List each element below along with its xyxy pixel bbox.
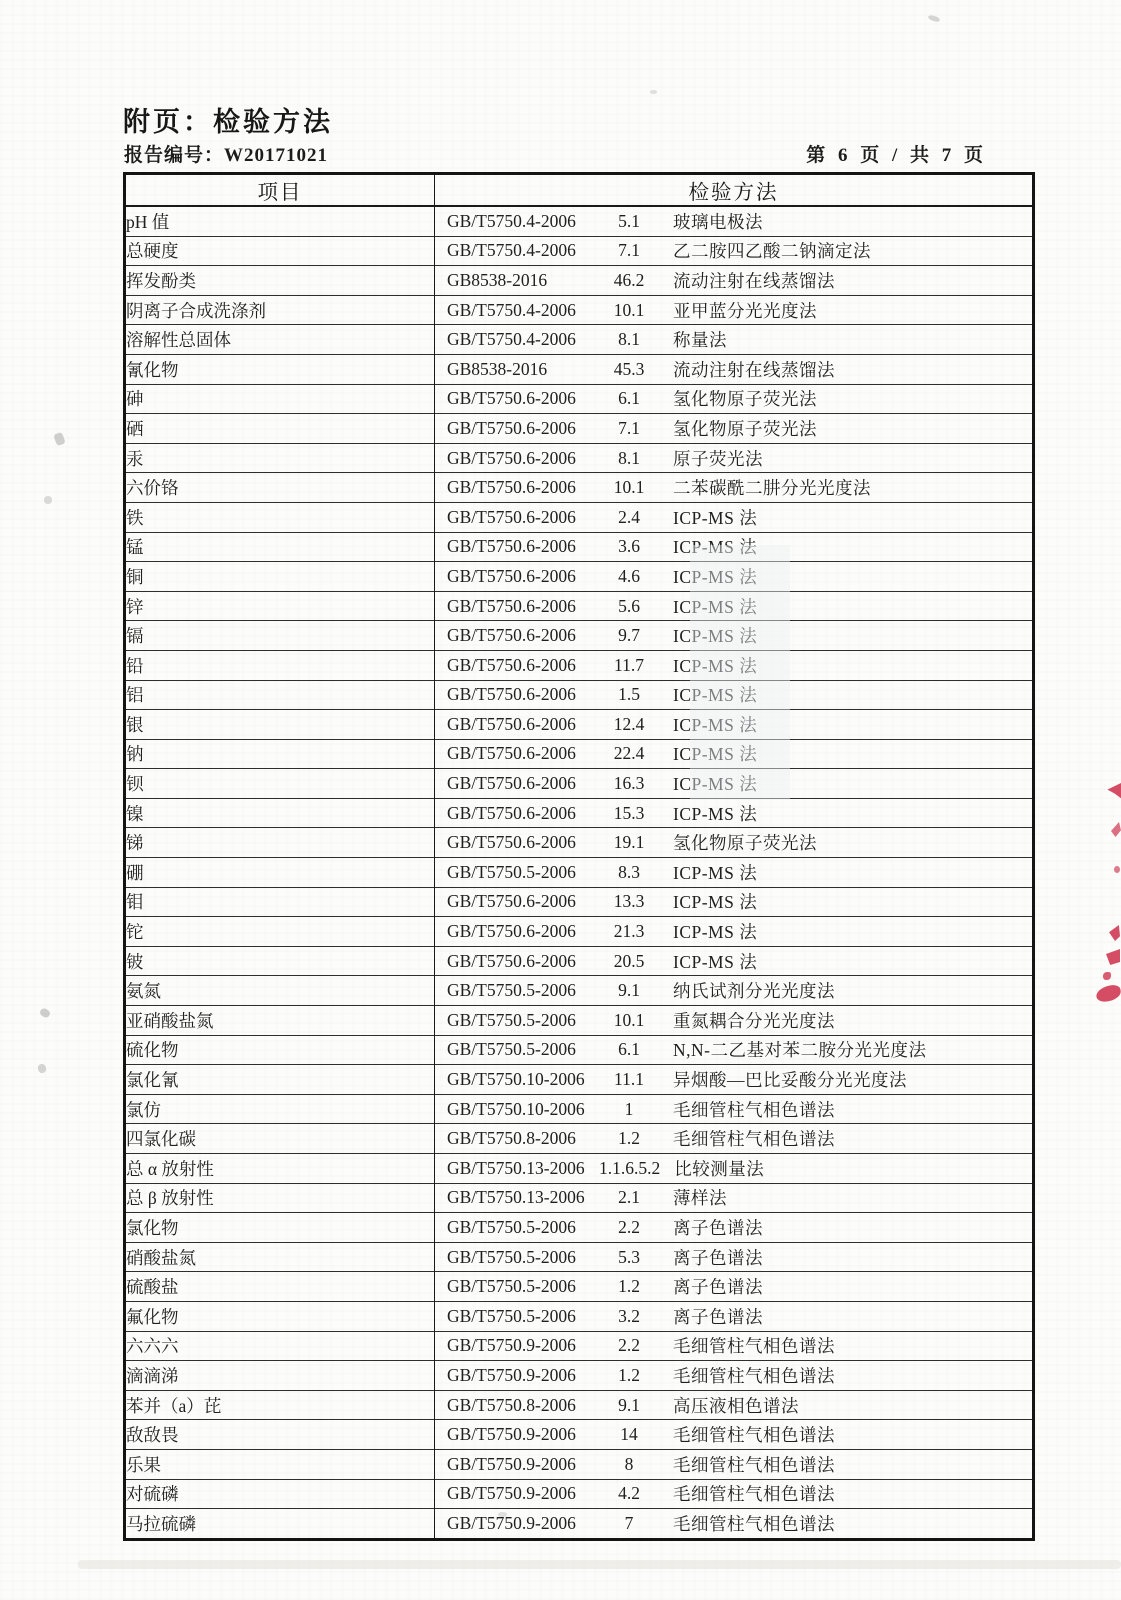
method-clause: 4.2 — [618, 1483, 640, 1504]
method-clause: 10.1 — [613, 477, 645, 498]
method-cell — [435, 236, 1034, 266]
method-clause: 21.3 — [613, 921, 645, 942]
method-clause: 15.3 — [613, 802, 645, 823]
item-cell: 苯并（a）芘 — [125, 1390, 435, 1420]
method-name: 毛细管柱气相色谱法 — [673, 1425, 835, 1446]
method-standard: GB/T5750.4-2006 — [447, 329, 576, 350]
method-cell — [435, 325, 1034, 355]
method-standard: GB/T5750.6-2006 — [447, 832, 576, 853]
item-cell: 总 α 放射性 — [125, 1154, 435, 1184]
method-clause: 1.2 — [618, 1364, 640, 1385]
method-name: 乙二胺四乙酸二钠滴定法 — [673, 241, 871, 262]
method-name: ICP-MS 法 — [673, 862, 758, 883]
item-cell: 硫酸盐 — [125, 1272, 435, 1302]
method-cell — [435, 354, 1034, 384]
method-standard: GB/T5750.5-2006 — [447, 861, 576, 882]
method-standard: GB/T5750.5-2006 — [447, 1039, 576, 1060]
item-cell: 钠 — [125, 739, 435, 769]
table-row — [125, 1213, 1034, 1243]
method-cell — [435, 266, 1034, 296]
method-name: ICP-MS 法 — [673, 803, 758, 824]
method-standard: GB/T5750.10-2006 — [447, 1098, 585, 1119]
method-cell — [435, 206, 1034, 236]
table-row — [125, 325, 1034, 355]
item-cell: 锰 — [125, 532, 435, 562]
report-number — [124, 140, 328, 167]
item-cell: 溶解性总固体 — [125, 325, 435, 355]
method-clause: 1.5 — [618, 684, 640, 705]
method-cell — [435, 1361, 1034, 1391]
method-clause: 19.1 — [613, 832, 645, 853]
report-number-value: W20171021 — [224, 145, 329, 166]
method-name: ICP-MS 法 — [673, 566, 758, 587]
method-standard: GB/T5750.9-2006 — [447, 1335, 576, 1356]
table-row — [125, 414, 1034, 444]
method-clause: 14 — [620, 1424, 638, 1445]
scan-speck — [37, 1063, 47, 1074]
method-cell — [435, 1301, 1034, 1331]
item-cell: 钼 — [125, 887, 435, 917]
item-cell: 铁 — [125, 502, 435, 532]
method-clause: 7 — [624, 1512, 634, 1533]
table-row — [125, 206, 1034, 236]
method-standard: GB/T5750.6-2006 — [447, 477, 576, 498]
method-cell — [435, 946, 1034, 976]
method-cell — [435, 414, 1034, 444]
method-clause: 2.2 — [618, 1335, 640, 1356]
item-cell: 对硫磷 — [125, 1479, 435, 1509]
item-cell: 铊 — [125, 917, 435, 947]
method-clause: 13.3 — [613, 891, 645, 912]
table-row — [125, 828, 1034, 858]
table-row — [125, 739, 1034, 769]
table-row — [125, 502, 1034, 532]
method-clause: 6.1 — [618, 388, 640, 409]
method-clause: 16.3 — [613, 773, 645, 794]
method-name: ICP-MS 法 — [673, 744, 758, 765]
item-cell: 总 β 放射性 — [125, 1183, 435, 1213]
method-cell — [435, 1124, 1034, 1154]
item-cell: 铍 — [125, 946, 435, 976]
method-name: 毛细管柱气相色谱法 — [673, 1513, 835, 1534]
item-cell: 氯化氰 — [125, 1065, 435, 1095]
method-standard: GB/T5750.5-2006 — [447, 1276, 576, 1297]
item-cell: 氯仿 — [125, 1094, 435, 1124]
table-row — [125, 1272, 1034, 1302]
method-name: ICP-MS 法 — [673, 655, 758, 676]
item-cell: 硝酸盐氮 — [125, 1242, 435, 1272]
method-standard: GB/T5750.6-2006 — [447, 447, 576, 468]
method-standard: GB/T5750.6-2006 — [447, 625, 576, 646]
table-row — [125, 1006, 1034, 1036]
method-cell — [435, 1242, 1034, 1272]
item-cell: 氰化物 — [125, 354, 435, 384]
method-clause: 10.1 — [613, 1009, 645, 1030]
table-row — [125, 443, 1034, 473]
method-cell — [435, 1390, 1034, 1420]
table-row — [125, 1301, 1034, 1331]
methods-table-body — [125, 206, 1034, 1539]
method-cell — [435, 1154, 1034, 1184]
method-standard: GB/T5750.6-2006 — [447, 417, 576, 438]
table-row — [125, 1094, 1034, 1124]
method-name: ICP-MS 法 — [673, 922, 758, 943]
item-cell: 乐果 — [125, 1449, 435, 1479]
method-clause: 5.6 — [618, 595, 640, 616]
method-cell — [435, 1035, 1034, 1065]
method-standard: GB/T5750.6-2006 — [447, 565, 576, 586]
method-standard: GB/T5750.4-2006 — [447, 240, 576, 261]
method-clause: 2.4 — [618, 506, 640, 527]
method-name: 毛细管柱气相色谱法 — [673, 1484, 835, 1505]
scan-speck — [650, 90, 657, 94]
method-name: 离子色谱法 — [673, 1217, 763, 1238]
method-cell — [435, 1420, 1034, 1450]
method-standard: GB/T5750.10-2006 — [447, 1069, 585, 1090]
method-cell — [435, 1065, 1034, 1095]
method-cell — [435, 858, 1034, 888]
scan-speck — [498, 1512, 507, 1517]
method-standard: GB/T5750.5-2006 — [447, 1305, 576, 1326]
method-name: 毛细管柱气相色谱法 — [673, 1129, 835, 1150]
methods-table — [123, 172, 1035, 1541]
method-cell — [435, 1213, 1034, 1243]
item-cell: 锌 — [125, 591, 435, 621]
method-cell — [435, 1272, 1034, 1302]
method-clause: 8 — [624, 1453, 634, 1474]
method-clause: 6.1 — [618, 1039, 640, 1060]
method-clause: 1.1.6.5.2 — [599, 1157, 661, 1178]
scan-streak — [78, 1560, 1121, 1569]
method-name: N,N-二乙基对苯二胺分光光度法 — [673, 1040, 927, 1061]
method-standard: GB/T5750.5-2006 — [447, 1246, 576, 1267]
method-cell — [435, 295, 1034, 325]
item-cell: 六六六 — [125, 1331, 435, 1361]
method-name: 氢化物原子荧光法 — [673, 389, 817, 410]
item-cell: 亚硝酸盐氮 — [125, 1006, 435, 1036]
item-cell: 总硬度 — [125, 236, 435, 266]
item-cell: pH 值 — [125, 206, 435, 236]
method-clause: 3.6 — [618, 536, 640, 557]
table-row — [125, 295, 1034, 325]
item-cell: 镉 — [125, 621, 435, 651]
report-number-label: 报告编号： — [124, 145, 225, 166]
method-standard: GB/T5750.9-2006 — [447, 1512, 576, 1533]
item-cell: 阴离子合成洗涤剂 — [125, 295, 435, 325]
method-standard: GB/T5750.5-2006 — [447, 1009, 576, 1030]
item-cell: 砷 — [125, 384, 435, 414]
table-row — [125, 976, 1034, 1006]
method-standard: GB/T5750.5-2006 — [447, 980, 576, 1001]
method-name: ICP-MS 法 — [673, 507, 758, 528]
item-cell: 钡 — [125, 769, 435, 799]
item-cell: 汞 — [125, 443, 435, 473]
page-indicator: 第 6 页 / 共 7 页 — [806, 145, 987, 166]
method-name: 二苯碳酰二肼分光光度法 — [673, 478, 871, 499]
item-cell: 氟化物 — [125, 1301, 435, 1331]
method-cell — [435, 473, 1034, 503]
method-name: 重氮耦合分光光度法 — [673, 1010, 835, 1031]
method-name: ICP-MS 法 — [673, 537, 758, 558]
methods-table-header — [125, 174, 1034, 207]
table-row — [125, 1449, 1034, 1479]
method-name: ICP-MS 法 — [673, 596, 758, 617]
method-cell — [435, 1479, 1034, 1509]
method-standard: GB/T5750.6-2006 — [447, 654, 576, 675]
method-cell — [435, 917, 1034, 947]
header-row — [125, 174, 1034, 207]
method-clause: 2.2 — [618, 1216, 640, 1237]
method-clause: 5.3 — [618, 1246, 640, 1267]
method-standard: GB/T5750.6-2006 — [447, 595, 576, 616]
item-cell: 锑 — [125, 828, 435, 858]
scan-speck — [928, 14, 941, 22]
col-header-method: 检验方法 — [435, 174, 1034, 207]
table-row — [125, 1065, 1034, 1095]
method-name: 离子色谱法 — [673, 1277, 763, 1298]
table-row — [125, 1509, 1034, 1540]
method-name: 异烟酸—巴比妥酸分光光度法 — [673, 1070, 907, 1091]
red-seal-fragment — [1106, 947, 1120, 967]
method-name: 离子色谱法 — [673, 1306, 763, 1327]
item-cell: 硫化物 — [125, 1035, 435, 1065]
method-standard: GB/T5750.13-2006 — [447, 1157, 585, 1178]
table-row — [125, 1331, 1034, 1361]
method-cell — [435, 798, 1034, 828]
red-seal-fragment — [1114, 866, 1120, 873]
table-row — [125, 621, 1034, 651]
method-cell — [435, 443, 1034, 473]
method-name: 流动注射在线蒸馏法 — [673, 270, 835, 291]
method-clause: 7.1 — [618, 240, 640, 261]
method-cell — [435, 384, 1034, 414]
method-standard: GB8538-2016 — [447, 269, 548, 290]
table-row — [125, 266, 1034, 296]
method-name: 流动注射在线蒸馏法 — [673, 359, 835, 380]
table-row — [125, 354, 1034, 384]
item-cell: 铜 — [125, 562, 435, 592]
method-name: ICP-MS 法 — [673, 626, 758, 647]
method-standard: GB/T5750.13-2006 — [447, 1187, 585, 1208]
method-clause: 9.1 — [618, 980, 640, 1001]
item-cell: 镍 — [125, 798, 435, 828]
table-row — [125, 798, 1034, 828]
item-cell: 六价铬 — [125, 473, 435, 503]
table-row — [125, 384, 1034, 414]
method-clause: 8.1 — [618, 447, 640, 468]
table-row — [125, 946, 1034, 976]
method-name: 氢化物原子荧光法 — [673, 418, 817, 439]
method-clause: 1.2 — [618, 1276, 640, 1297]
method-standard: GB/T5750.6-2006 — [447, 891, 576, 912]
method-name: 氢化物原子荧光法 — [673, 833, 817, 854]
method-clause: 2.1 — [618, 1187, 640, 1208]
method-standard: GB/T5750.6-2006 — [447, 713, 576, 734]
method-standard: GB/T5750.9-2006 — [447, 1364, 576, 1385]
method-standard: GB/T5750.4-2006 — [447, 210, 576, 231]
table-row — [125, 769, 1034, 799]
item-cell: 滴滴涕 — [125, 1361, 435, 1391]
col-header-item: 项目 — [125, 174, 435, 207]
method-name: 原子荧光法 — [673, 448, 763, 469]
red-seal-fragment — [1103, 972, 1111, 980]
method-standard: GB/T5750.6-2006 — [447, 743, 576, 764]
table-row — [125, 887, 1034, 917]
method-clause: 5.1 — [618, 210, 640, 231]
table-row — [125, 473, 1034, 503]
item-cell: 铅 — [125, 650, 435, 680]
page-title: 附页：检验方法 — [123, 107, 333, 137]
method-standard: GB/T5750.8-2006 — [447, 1128, 576, 1149]
method-standard: GB/T5750.6-2006 — [447, 921, 576, 942]
table-row — [125, 650, 1034, 680]
method-clause: 11.7 — [614, 654, 644, 675]
item-cell: 硒 — [125, 414, 435, 444]
method-standard: GB/T5750.6-2006 — [447, 773, 576, 794]
method-standard: GB/T5750.9-2006 — [447, 1453, 576, 1474]
method-standard: GB/T5750.5-2006 — [447, 1216, 576, 1237]
method-clause: 12.4 — [613, 713, 645, 734]
method-clause: 3.2 — [618, 1305, 640, 1326]
method-name: 毛细管柱气相色谱法 — [673, 1336, 835, 1357]
table-row — [125, 858, 1034, 888]
method-name: ICP-MS 法 — [673, 714, 758, 735]
item-cell: 四氯化碳 — [125, 1124, 435, 1154]
method-name: 毛细管柱气相色谱法 — [673, 1454, 835, 1475]
table-row — [125, 532, 1034, 562]
scan-tint — [690, 545, 790, 800]
method-clause: 9.1 — [618, 1394, 640, 1415]
method-clause: 8.3 — [618, 861, 640, 882]
table-row — [125, 1361, 1034, 1391]
method-cell — [435, 1006, 1034, 1036]
table-row — [125, 1420, 1034, 1450]
table-row — [125, 1390, 1034, 1420]
red-seal-fragment — [1105, 783, 1121, 802]
item-cell: 敌敌畏 — [125, 1420, 435, 1450]
method-cell — [435, 502, 1034, 532]
method-standard: GB8538-2016 — [447, 358, 548, 379]
method-cell — [435, 887, 1034, 917]
table-row — [125, 1035, 1034, 1065]
method-cell — [435, 1094, 1034, 1124]
table-row — [125, 562, 1034, 592]
method-clause: 7.1 — [618, 417, 640, 438]
table-row — [125, 680, 1034, 710]
method-cell — [435, 976, 1034, 1006]
meta-line — [0, 140, 1121, 166]
method-clause: 4.6 — [618, 565, 640, 586]
table-row — [125, 917, 1034, 947]
method-clause: 20.5 — [613, 950, 645, 971]
table-row — [125, 236, 1034, 266]
method-standard: GB/T5750.6-2006 — [447, 802, 576, 823]
method-name: 纳氏试剂分光光度法 — [673, 981, 835, 1002]
method-standard: GB/T5750.9-2006 — [447, 1424, 576, 1445]
method-name: 毛细管柱气相色谱法 — [673, 1099, 835, 1120]
method-standard: GB/T5750.6-2006 — [447, 684, 576, 705]
method-name: ICP-MS 法 — [673, 892, 758, 913]
red-seal-fragment — [1111, 822, 1121, 837]
method-name: 离子色谱法 — [673, 1247, 763, 1268]
method-name: ICP-MS 法 — [673, 774, 758, 795]
table-row — [125, 1183, 1034, 1213]
table-row — [125, 1242, 1034, 1272]
method-standard: GB/T5750.6-2006 — [447, 388, 576, 409]
item-cell: 银 — [125, 710, 435, 740]
method-standard: GB/T5750.9-2006 — [447, 1483, 576, 1504]
method-clause: 22.4 — [613, 743, 645, 764]
method-name: 称量法 — [673, 330, 727, 351]
scan-speck — [39, 1007, 52, 1019]
method-standard: GB/T5750.6-2006 — [447, 950, 576, 971]
method-clause: 1 — [624, 1098, 634, 1119]
method-clause: 10.1 — [613, 299, 645, 320]
method-standard: GB/T5750.4-2006 — [447, 299, 576, 320]
table-row — [125, 1479, 1034, 1509]
method-clause: 8.1 — [618, 329, 640, 350]
method-cell — [435, 1183, 1034, 1213]
method-name: 薄样法 — [673, 1188, 727, 1209]
method-clause: 11.1 — [614, 1069, 644, 1090]
method-cell — [435, 1331, 1034, 1361]
item-cell: 马拉硫磷 — [125, 1509, 435, 1540]
item-cell: 氨氮 — [125, 976, 435, 1006]
method-name: 毛细管柱气相色谱法 — [673, 1365, 835, 1386]
method-clause: 45.3 — [613, 358, 645, 379]
method-standard: GB/T5750.6-2006 — [447, 536, 576, 557]
method-name: 亚甲蓝分光光度法 — [673, 300, 817, 321]
item-cell: 铝 — [125, 680, 435, 710]
scan-speck — [44, 496, 52, 504]
method-cell — [435, 1449, 1034, 1479]
red-seal-fragment — [1109, 925, 1120, 941]
item-cell: 硼 — [125, 858, 435, 888]
method-clause: 46.2 — [613, 269, 645, 290]
red-seal-fragment — [1095, 984, 1121, 1004]
method-cell — [435, 828, 1034, 858]
method-standard: GB/T5750.8-2006 — [447, 1394, 576, 1415]
item-cell: 挥发酚类 — [125, 266, 435, 296]
method-clause: 9.7 — [618, 625, 640, 646]
method-name: 比较测量法 — [674, 1158, 765, 1179]
table-row — [125, 591, 1034, 621]
method-name: ICP-MS 法 — [673, 951, 758, 972]
method-name: 高压液相色谱法 — [673, 1395, 799, 1416]
scan-speck — [53, 432, 66, 446]
method-name: 玻璃电极法 — [673, 211, 763, 232]
table-row — [125, 710, 1034, 740]
item-cell: 氯化物 — [125, 1213, 435, 1243]
table-row — [125, 1154, 1034, 1184]
method-name: ICP-MS 法 — [673, 685, 758, 706]
method-cell — [435, 1509, 1034, 1540]
table-row — [125, 1124, 1034, 1154]
method-clause: 1.2 — [618, 1128, 640, 1149]
method-standard: GB/T5750.6-2006 — [447, 506, 576, 527]
